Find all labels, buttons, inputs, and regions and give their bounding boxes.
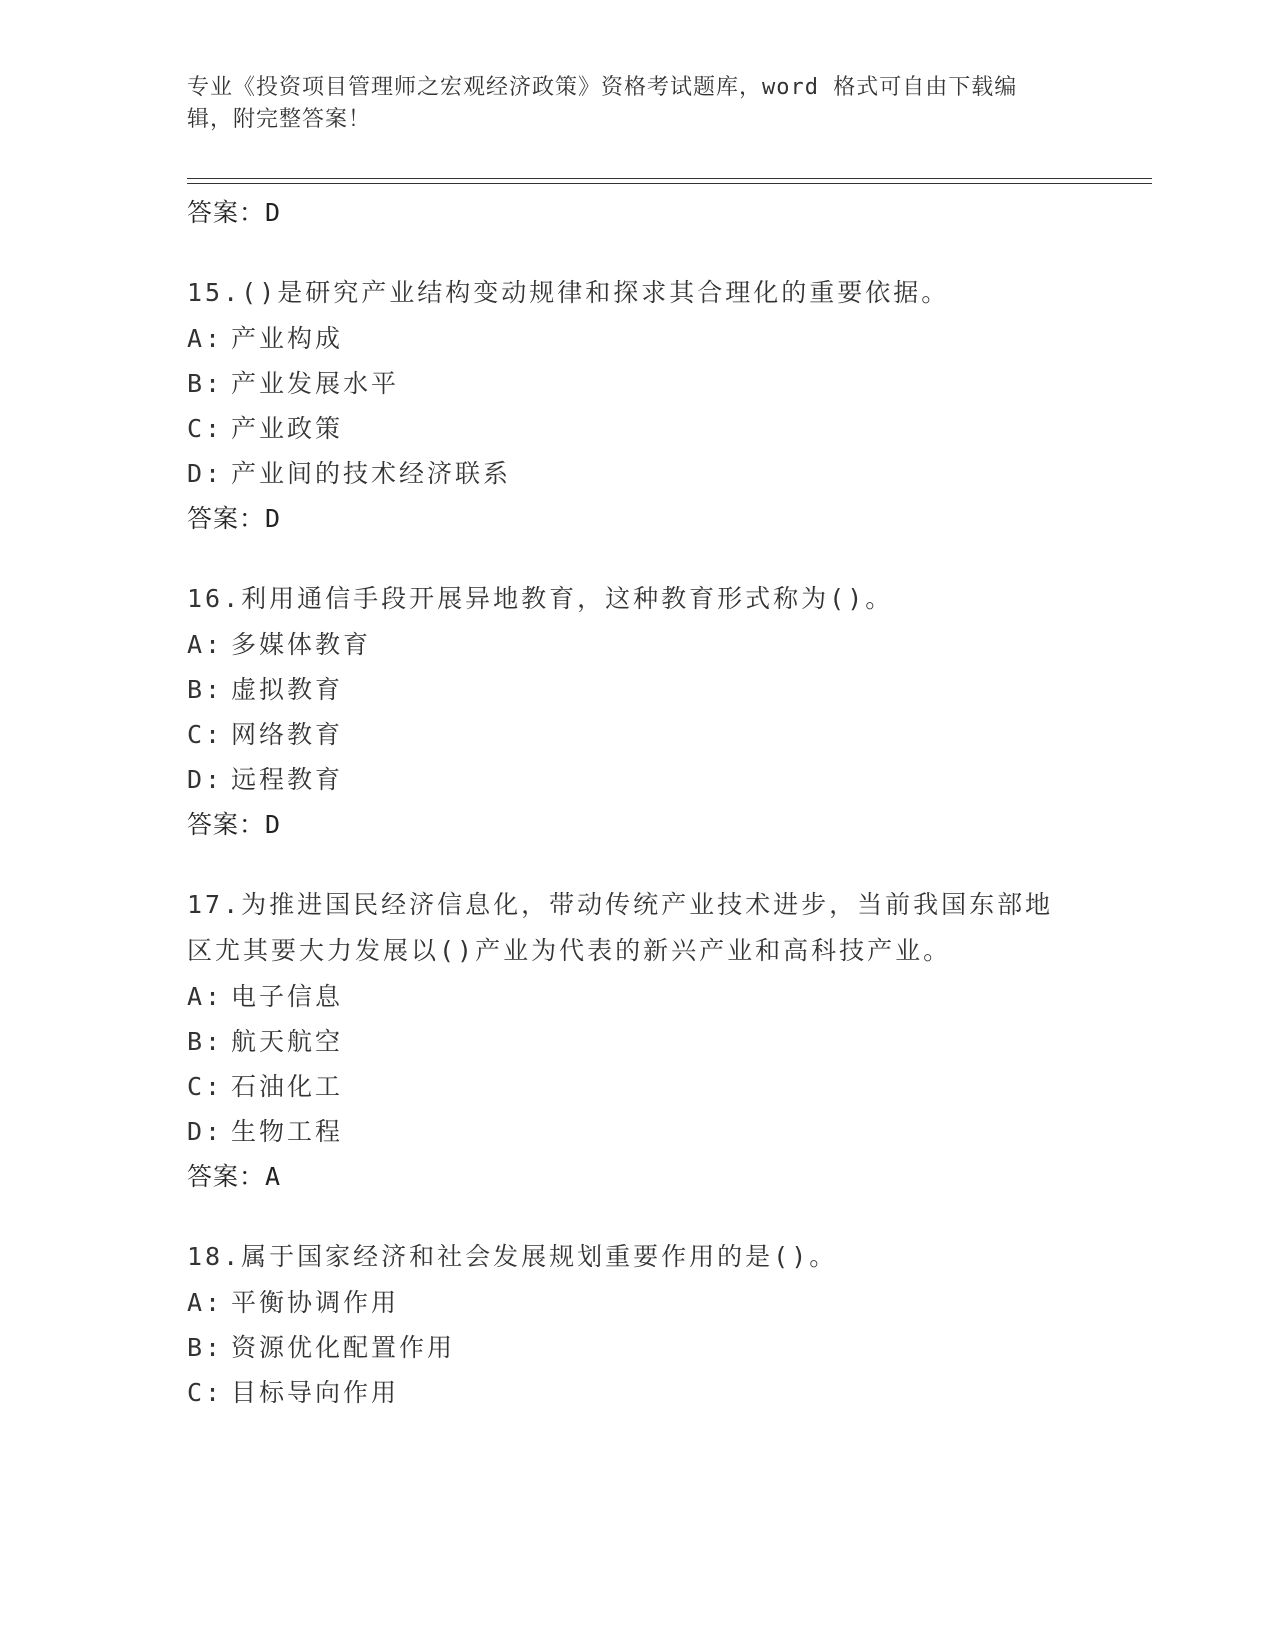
option-text: 产业发展水平 (231, 369, 400, 398)
option-item (187, 451, 1147, 496)
option-text: 生物工程 (231, 1117, 344, 1146)
option-letter: A: (187, 324, 224, 353)
answer-line (187, 190, 1147, 236)
option-item (187, 1280, 1147, 1325)
option-item (187, 1325, 1147, 1370)
option-text: 目标导向作用 (231, 1378, 400, 1407)
header-rule-top (187, 178, 1152, 179)
option-letter: B: (187, 369, 224, 398)
document-header (187, 72, 1067, 136)
option-item (187, 1109, 1147, 1154)
option-letter: C: (187, 1378, 224, 1407)
answer-line (187, 1154, 1147, 1200)
option-item (187, 1064, 1147, 1109)
question-text: 18.属于国家经济和社会发展规划重要作用的是()。 (187, 1242, 838, 1271)
option-item (187, 406, 1147, 451)
answer-line (187, 496, 1147, 542)
question-text: 区尤其要大力发展以()产业为代表的新兴产业和高科技产业。 (187, 936, 952, 965)
question-block (187, 270, 1147, 542)
option-letter: D: (187, 1117, 224, 1146)
question-text: 15.()是研究产业结构变动规律和探求其合理化的重要依据。 (187, 278, 950, 307)
question-block (187, 576, 1147, 848)
answer-label: 答案： (187, 504, 266, 533)
header-rule-bottom (187, 183, 1152, 184)
option-text: 虚拟教育 (231, 675, 344, 704)
option-text: 石油化工 (231, 1072, 344, 1101)
option-text: 远程教育 (231, 765, 344, 794)
answer-value: A (265, 1162, 282, 1191)
option-text: 航天航空 (231, 1027, 344, 1056)
option-text: 资源优化配置作用 (231, 1333, 456, 1362)
option-letter: C: (187, 720, 224, 749)
answer-line (187, 802, 1147, 848)
answer-value: D (265, 198, 282, 227)
question-block (187, 1234, 1147, 1415)
option-letter: C: (187, 1072, 224, 1101)
option-item (187, 361, 1147, 406)
option-letter: B: (187, 1333, 224, 1362)
header-line-2: 辑，附完整答案！ (187, 107, 372, 132)
option-text: 产业政策 (231, 414, 344, 443)
answer-label: 答案： (187, 198, 266, 227)
option-text: 网络教育 (231, 720, 344, 749)
option-letter: C: (187, 414, 224, 443)
option-letter: D: (187, 459, 224, 488)
question-block (187, 882, 1147, 1200)
option-letter: D: (187, 765, 224, 794)
option-text: 产业构成 (231, 324, 344, 353)
option-item (187, 316, 1147, 361)
option-letter: A: (187, 630, 224, 659)
header-line-1: 专业《投资项目管理师之宏观经济政策》资格考试题库，word 格式可自由下载编 (187, 75, 1018, 100)
option-letter: A: (187, 982, 224, 1011)
question-list (187, 190, 1147, 1415)
option-item (187, 622, 1147, 667)
question-text: 16.利用通信手段开展异地教育，这种教育形式称为()。 (187, 584, 894, 613)
option-letter: A: (187, 1288, 224, 1317)
answer-value: D (265, 810, 282, 839)
answer-value: D (265, 504, 282, 533)
option-letter: B: (187, 1027, 224, 1056)
option-text: 多媒体教育 (231, 630, 372, 659)
option-text: 产业间的技术经济联系 (231, 459, 512, 488)
answer-label: 答案： (187, 1162, 266, 1191)
option-letter: B: (187, 675, 224, 704)
question-text: 17.为推进国民经济信息化，带动传统产业技术进步，当前我国东部地 (187, 890, 1054, 919)
option-item (187, 757, 1147, 802)
option-item (187, 712, 1147, 757)
option-item (187, 974, 1147, 1019)
option-item (187, 1370, 1147, 1415)
answer-label: 答案： (187, 810, 266, 839)
option-item (187, 1019, 1147, 1064)
option-text: 电子信息 (231, 982, 344, 1011)
option-text: 平衡协调作用 (231, 1288, 400, 1317)
option-item (187, 667, 1147, 712)
